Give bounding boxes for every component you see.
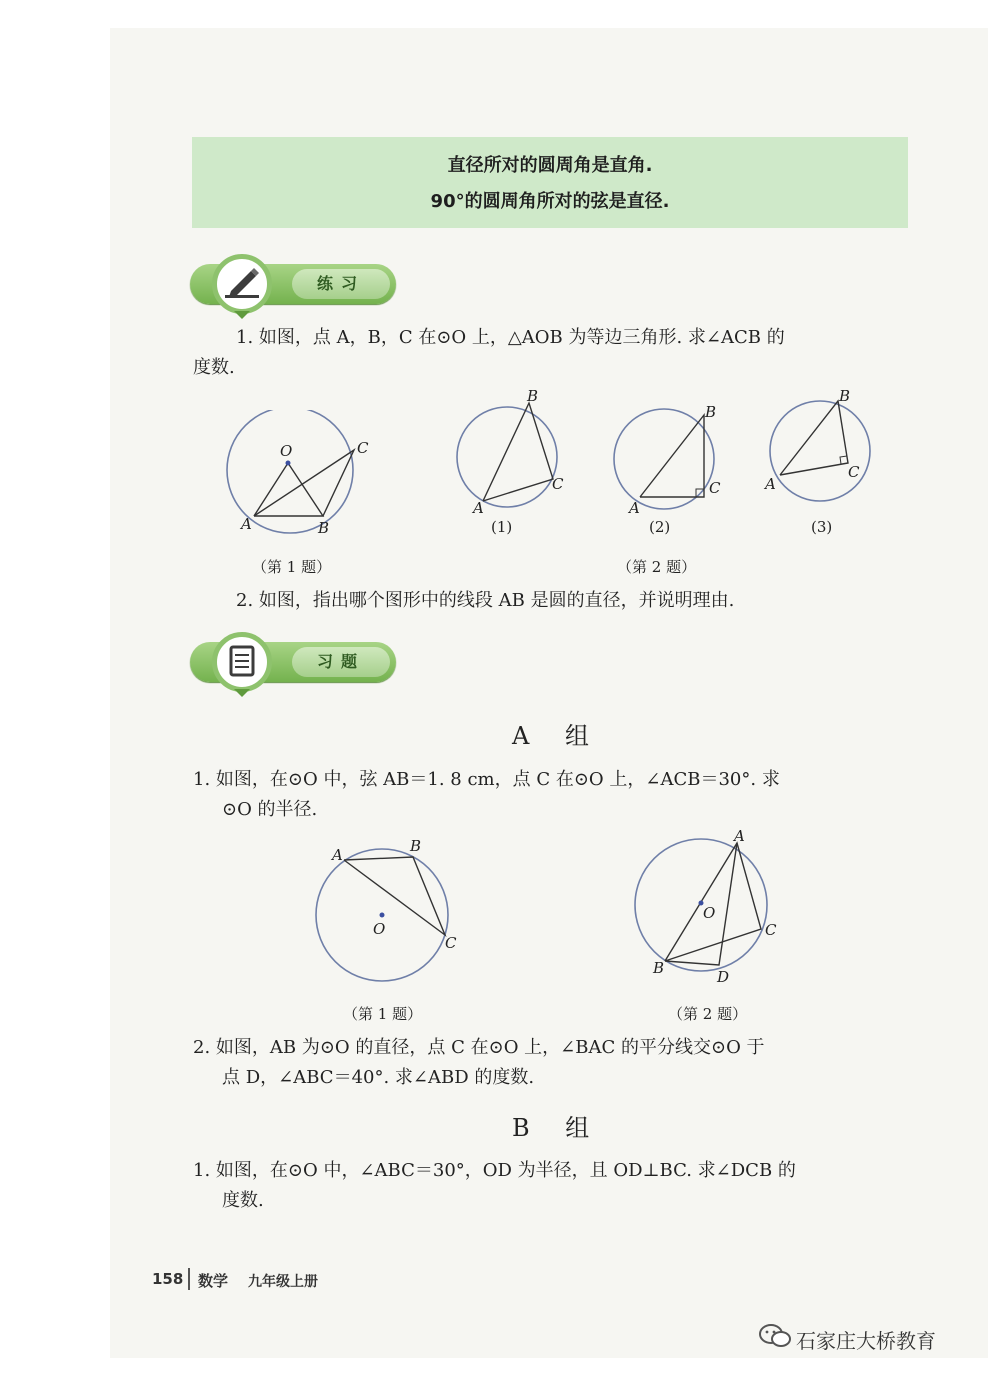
a2-line1: 2. 如图，AB 为⊙O 的直径，点 C 在⊙O 上，∠BAC 的平分线交⊙O 于: [193, 1037, 765, 1058]
fig2-caption: （第 2 题）: [617, 558, 697, 576]
a1-line2: ⊙O 的半径.: [222, 799, 318, 820]
label-b: B: [410, 837, 422, 855]
label-b: B: [839, 387, 851, 405]
practice-q1-line1: 1. 如图，点 A，B，C 在⊙O 上，△AOB 为等边三角形. 求∠ACB 的: [236, 327, 785, 348]
figure-practice-2-3: [762, 385, 882, 520]
pencil-icon: [212, 254, 272, 314]
label-a: A: [734, 827, 745, 845]
figure-practice-2-1: [455, 385, 575, 520]
label-o: O: [373, 920, 386, 938]
b1-line2: 度数.: [222, 1190, 264, 1211]
a2-line2: 点 D，∠ABC＝40°. 求∠ABD 的度数.: [222, 1067, 535, 1088]
label-b: B: [527, 387, 539, 405]
fig2-sub-2: (2): [649, 518, 671, 536]
label-a: A: [241, 515, 252, 533]
label-c: C: [709, 479, 721, 497]
label-a: A: [332, 846, 343, 864]
label-b: B: [318, 519, 330, 537]
notebook-icon: [212, 632, 272, 692]
label-c: C: [445, 934, 457, 952]
label-a: A: [629, 499, 640, 517]
figure-a1: [310, 835, 475, 995]
theorem-line-1: 直径所对的圆周角是直角.: [447, 155, 653, 176]
practice-label: 练习: [292, 269, 390, 299]
page-number: 158: [152, 1270, 184, 1288]
footer-grade: 九年级上册: [248, 1274, 318, 1290]
label-a: A: [765, 475, 776, 493]
theorem-box: [192, 137, 908, 228]
practice-q1-line2: 度数.: [193, 357, 235, 378]
label-a: A: [473, 499, 484, 517]
figure-practice-1: [220, 410, 370, 540]
label-c: C: [357, 439, 369, 457]
footer-divider: [188, 1268, 190, 1290]
theorem-line-2: 90°的圆周角所对的弦是直径.: [430, 191, 670, 212]
exercises-label: 习题: [292, 647, 390, 677]
chevron-down-icon: [234, 311, 250, 319]
fig2-sub-3: (3): [811, 518, 833, 536]
figure-practice-2-2: [610, 395, 730, 520]
fig1-caption: （第 1 题）: [252, 558, 332, 576]
practice-q2: 2. 如图，指出哪个图形中的线段 AB 是圆的直径，并说明理由.: [236, 590, 735, 611]
fig2-sub-1: (1): [491, 518, 513, 536]
footer-subject: 数学: [198, 1272, 229, 1290]
fig-a2-caption: （第 2 题）: [668, 1005, 748, 1023]
label-o: O: [703, 904, 716, 922]
watermark-text: 石家庄大桥教育: [796, 1329, 936, 1353]
group-a-title: A 组: [512, 722, 603, 750]
figure-a2: [625, 825, 785, 990]
chevron-down-icon: [234, 689, 250, 697]
b1-line1: 1. 如图，在⊙O 中，∠ABC＝30°，OD 为半径，且 OD⊥BC. 求∠DCB 的: [193, 1160, 796, 1181]
wechat-icon: [758, 1322, 792, 1350]
label-c: C: [848, 463, 860, 481]
group-b-title: B 组: [512, 1114, 604, 1142]
label-c: C: [552, 475, 564, 493]
fig-a1-caption: （第 1 题）: [343, 1005, 423, 1023]
label-c: C: [765, 921, 777, 939]
label-b: B: [653, 959, 665, 977]
label-o: O: [280, 442, 293, 460]
a1-line1: 1. 如图，在⊙O 中，弦 AB＝1. 8 cm，点 C 在⊙O 上，∠ACB＝30°. 求: [193, 769, 780, 790]
label-d: D: [717, 968, 730, 986]
label-b: B: [705, 403, 717, 421]
